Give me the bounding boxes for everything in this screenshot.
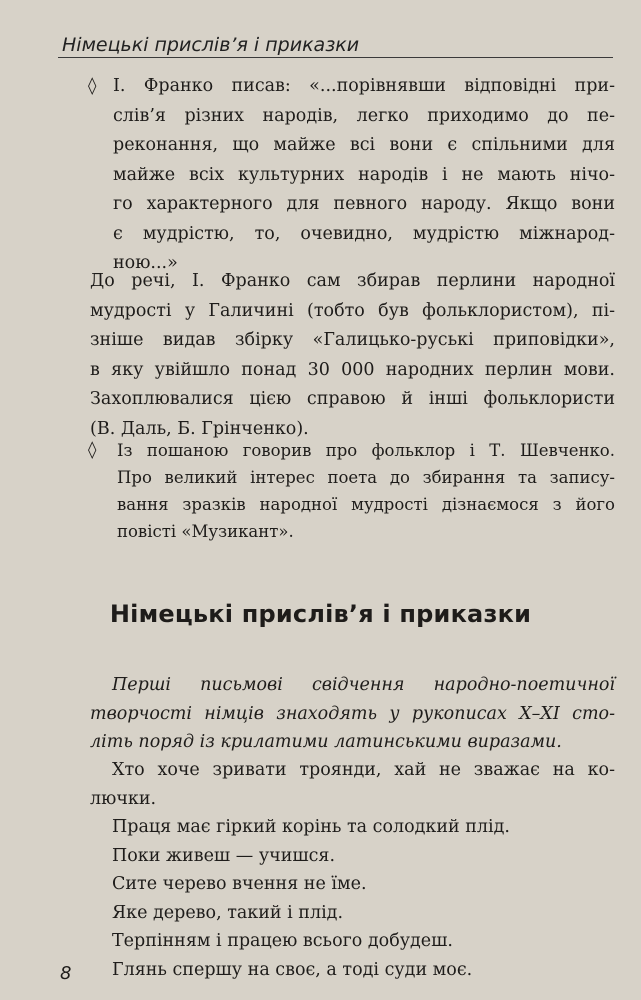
text-line: є мудрістю, то, очевидно, мудрістю міжнарод- (113, 223, 615, 244)
proverbs-list (90, 756, 615, 984)
text-line: ною...» (113, 253, 178, 273)
proverb-item: Сите черево вчення не їме. (112, 874, 367, 894)
franko-paragraph (90, 267, 615, 444)
diamond-bullet-icon: ◊ (88, 440, 97, 460)
text-line: зніше видав збірку «Галицько-руські приповідки», (90, 330, 615, 350)
text-line: реконання, що майже всі вони є спільними для (113, 135, 615, 155)
section-title: Німецькі прислів’я і приказки (109, 600, 532, 628)
text-line: До речі, І. Франко сам збирав перлини народної (90, 271, 615, 291)
proverb-item: Поки живеш — учишся. (112, 845, 336, 866)
text-line: Захоплювалися цією справою й інші фольклористи (90, 389, 615, 409)
proverb-item: Праця має гіркий корінь та солодкий плід. (112, 817, 510, 837)
text-line: го характерного для певного народу. Якщо вони (113, 194, 615, 214)
text-line: Про великий інтерес поета до збирання та запису- (117, 468, 615, 487)
proverb-item: Хто хоче зривати троянди, хай не зважає на ко- (112, 760, 615, 780)
text-line: творчості німців знаходять у рукописах X–XI сто- (90, 703, 615, 724)
text-line: в яку увійшло понад 30 000 народних перлин мови. (90, 359, 615, 380)
page-number: 8 (60, 963, 72, 984)
proverb-item: лючки. (90, 788, 157, 809)
header-rule (58, 57, 613, 58)
text-line: Із пошаною говорив про фольклор і Т. Шевченко. (117, 441, 615, 460)
diamond-bullet-icon: ◊ (88, 76, 97, 96)
shevchenko-block (117, 437, 615, 545)
intro-paragraph (90, 671, 615, 757)
text-line: І. Франко писав: «...порівнявши відповідні при- (113, 76, 615, 96)
text-line: літь поряд із крилатими латинськими виразами. (90, 732, 562, 752)
proverb-item: Яке дерево, такий і плід. (112, 902, 344, 923)
running-head: Німецькі прислів’я і приказки (62, 34, 360, 56)
proverb-item: Терпінням і працею всього добудеш. (112, 931, 453, 951)
quote-block (113, 72, 615, 279)
text-line: Перші письмові свідчення народно-поетичної (112, 675, 615, 695)
proverb-item: Глянь спершу на своє, а тоді суди моє. (112, 959, 473, 980)
text-line: повісті «Музикант». (117, 522, 294, 541)
text-line: (В. Даль, Б. Грінченко). (90, 418, 309, 439)
text-line: майже всіх культурних народів і не мають нічо- (113, 164, 615, 185)
text-line: мудрості у Галичині (тобто був фольклористом), пі- (90, 300, 615, 321)
text-line: вання зразків народної мудрості дізнаємося з його (117, 495, 615, 514)
text-line: слів’я різних народів, легко приходимо до пе- (113, 105, 615, 126)
